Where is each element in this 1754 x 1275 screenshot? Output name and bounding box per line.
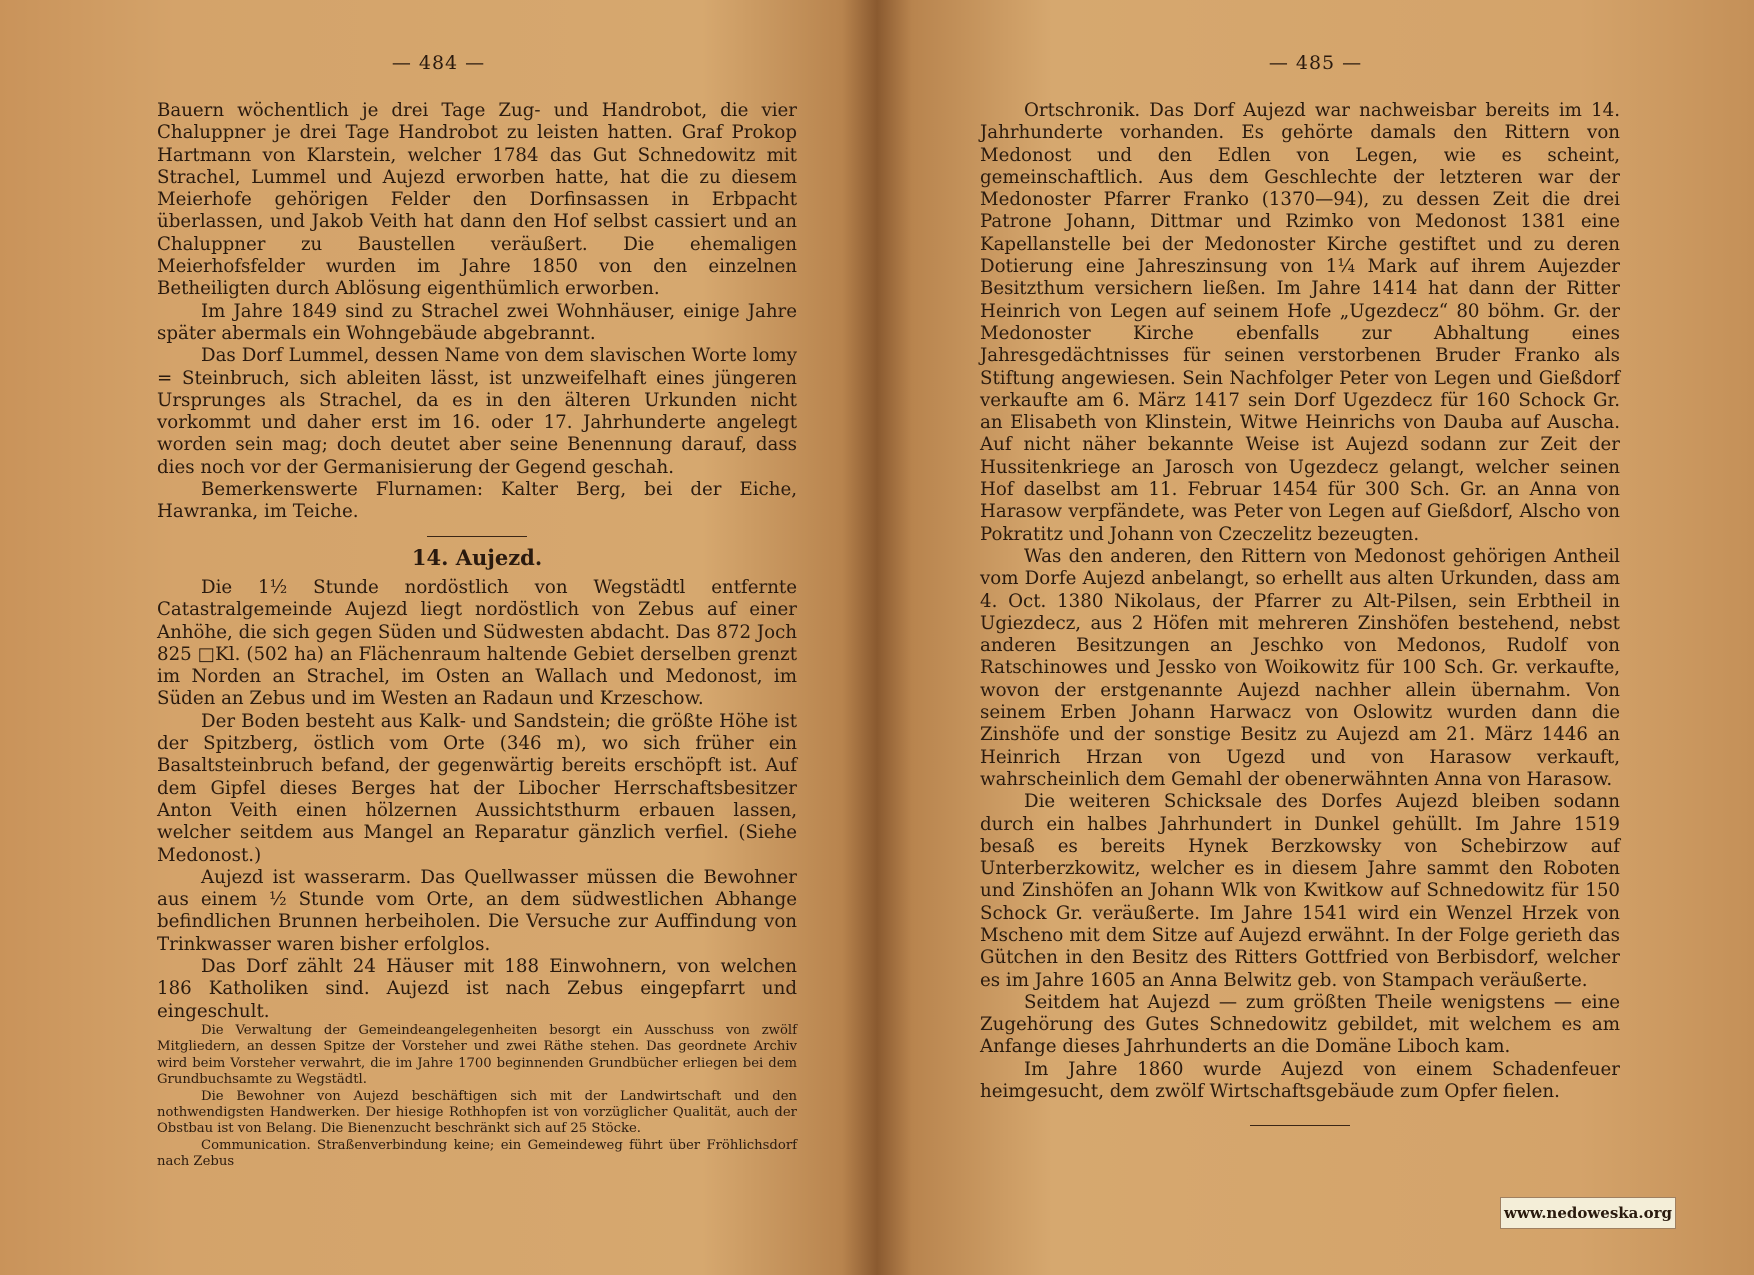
paragraph: Bemerkenswerte Flurnamen: Kalter Berg, bei der Eiche, Hawranka, im Teiche. [157,479,797,523]
paragraph: Im Jahre 1860 wurde Aujezd von einem Schadenfeuer heimgesucht, dem zwölf Wirtschaftsgebäude zum Opfer fielen. [980,1058,1620,1103]
section-divider [1250,1125,1350,1126]
paragraph: Seitdem hat Aujezd — zum größten Theile wenigstens — eine Zugehörung des Gutes Schnedowitz gebildet, mit welchem es am Anfange dieses Jahrhunderts an die Domäne Liboch kam. [980,991,1620,1058]
note-paragraph: Communication. Straßenverbindung keine; ein Gemeindeweg führt über Fröhlichsdorf nach Zebus [157,1137,797,1170]
right-page-text [980,100,1620,1136]
small-print-notes [157,1023,797,1171]
paragraph: Im Jahre 1849 sind zu Strachel zwei Wohnhäuser, einige Jahre später abermals ein Wohngebäude abgebrannt. [157,300,797,344]
page-number-right: — 485 — [1268,52,1363,74]
section-divider [427,536,527,537]
paragraph: Bauern wöchentlich je drei Tage Zug- und Handrobot, die vier Chaluppner je drei Tage Handrobot zu leisten hatten. Graf Prokop Hartmann von Klarstein, welcher 1784 das Gut Schnedowitz mit Strachel, Lummel und Aujezd erworben hatte, hat die zu diesem Meierhofe gehörigen Felder den Dorfinsassen in Erbpacht überlassen, und Jakob Veith hat dann den Hof selbst cassiert und an Chaluppner zu Baustellen veräußert. Die ehemaligen Meierhofsfelder wurden im Jahre 1850 von den einzelnen Betheiligten durch Ablösung eigenthümlich erworben. [157,100,797,300]
note-paragraph: Die Verwaltung der Gemeindeangelegenheiten besorgt ein Ausschuss von zwölf Mitgliedern, an dessen Spitze der Vorsteher und zwei Räthe stehen. Das geordnete Archiv wird beim Vorsteher verwahrt, die im Jahre 1700 beginnenden Grundbücher erliegen bei dem Grundbuchsamte zu Wegstädtl. [157,1022,797,1088]
paragraph: Der Boden besteht aus Kalk- und Sandstein; die größte Höhe ist der Spitzberg, östlich vom Orte (346 m), wo sich früher ein Basaltsteinbruch befand, der gegenwärtig bereits erschöpft ist. Auf dem Gipfel dieses Berges hat der Libocher Herrschaftsbesitzer Anton Veith einen hölzernen Aussichtsthurm erbauen lassen, welcher seitdem aus Mangel an Reparatur gänzlich verfiel. (Siehe Medonost.) [157,710,797,866]
note-paragraph: Die Bewohner von Aujezd beschäftigen sich mit der Landwirtschaft und den nothwendigsten Handwerken. Der hiesige Rothhopfen ist von vorzüglicher Qualität, auch der Obstbau ist von Belang. Die Bienenzucht beschränkt sich auf 25 Stöcke. [157,1088,797,1137]
right-page [877,0,1754,1275]
paragraph: Die 1½ Stunde nordöstlich von Wegstädtl entfernte Catastralgemeinde Aujezd liegt nordöstlich von Zebus auf einer Anhöhe, die sich gegen Süden und Südwesten abdacht. Das 872 Joch 825 □Kl. (502 ha) an Flächenraum haltende Gebiet derselben grenzt im Norden an Strachel, im Osten an Wallach und Medonost, im Süden an Zebus und im Westen an Radaun und Krzeschow. [157,576,797,710]
watermark-label: www.nedoweska.org [1500,1197,1676,1229]
paragraph: Das Dorf zählt 24 Häuser mit 188 Einwohnern, von welchen 186 Katholiken sind. Aujezd ist nach Zebus eingepfarrt und eingeschult. [157,955,797,1022]
section-heading: 14. Aujezd. [411,544,543,570]
page-number-left: — 484 — [391,52,486,74]
paragraph: Die weiteren Schicksale des Dorfes Aujezd bleiben sodann durch ein halbes Jahrhundert in Dunkel gehüllt. Im Jahre 1519 besaß es bereits Hynek Berzkowsky von Schebirzow auf Unterberzkowitz, welcher es in diesem Jahre sammt den Roboten und Zinshöfen an Johann Wlk von Kwitkow auf Schnedowitz für 150 Schock Gr. veräußerte. Im Jahre 1541 wird ein Wenzel Hrzek von Mscheno mit dem Sitze auf Aujezd erwähnt. In der Folge gerieth das Gütchen in den Besitz des Ritters Gottfried von Berbisdorf, welcher es im Jahre 1605 an Anna Belwitz geb. von Stampach veräußerte. [980,791,1620,991]
paragraph: Das Dorf Lummel, dessen Name von dem slavischen Worte lomy = Steinbruch, sich ableiten lässt, ist unzweifelhaft eines jüngeren Ursprunges als Strachel, da es in den älteren Urkunden nicht vorkommt und daher erst im 16. oder 17. Jahrhunderte angelegt worden sein mag; doch deutet aber seine Benennung darauf, dass dies noch vor der Germanisierung der Gegend geschah. [157,345,797,478]
paragraph: Aujezd ist wasserarm. Das Quellwasser müssen die Bewohner aus einem ½ Stunde vom Orte, an dem südwestlichen Abhange befindlichen Brunnen herbeiholen. Die Versuche zur Auffindung von Trinkwasser waren bisher erfolglos. [157,866,797,955]
left-page-text [157,100,797,1171]
paragraph: Was den anderen, den Rittern von Medonost gehörigen Antheil vom Dorfe Aujezd anbelangt, so erhellt aus alten Urkunden, dass am 4. Oct. 1380 Nikolaus, der Pfarrer zu Alt-Pilsen, sein Erbtheil in Ugiezdecz, aus 2 Höfen mit mehreren Zinshöfen bestehend, nebst anderen Besitzungen an Jeschko von Medonos, Rudolf von Ratschinowes und Jessko von Woikowitz für 100 Sch. Gr. verkaufte, wovon der erstgenannte Aujezd nachher allein übernahm. Von seinem Erben Johann Harwacz von Oslowitz wurden dann die Zinshöfe und der sonstige Besitz zu Aujezd am 21. März 1446 an Heinrich Hrzan von Ugezd und von Harasow verkauft, wahrscheinlich dem Gemahl der obenerwähnten Anna von Harasow. [980,545,1620,790]
paragraph: Ortschronik. Das Dorf Aujezd war nachweisbar bereits im 14. Jahrhunderte vorhanden. Es gehörte damals den Rittern von Medonost und den Edlen von Legen, wie es scheint, gemeinschaftlich. Aus dem Geschlechte der letzteren war der Medonoster Pfarrer Franko (1370—94), zu dessen Zeit die drei Patrone Johann, Dittmar und Rzimko von Medonost 1381 eine Kapellanstelle bei der Medonoster Kirche gestiftet und zu deren Dotierung eine Jahreszinsung von 1¼ Mark auf ihrem Aujezder Besitzthum versichern ließen. Im Jahre 1414 hat dann der Ritter Heinrich von Legen auf seinem Hofe „Ugezdecz“ 80 böhm. Gr. der Medonoster Kirche ebenfalls zur Abhaltung eines Jahresgedächtnisses für seinen verstorbenen Bruder Franko als Stiftung angewiesen. Sein Nachfolger Peter von Legen und Gießdorf verkaufte am 6. März 1417 sein Dorf Ugezdecz für 160 Schock Gr. an Elisabeth von Klinstein, Witwe Heinrichs von Dauba auf Auscha. Auf nicht näher bekannte Weise ist Aujezd sodann zur Zeit der Hussitenkriege an Jarosch von Ugezdecz gelangt, welcher seinen Hof daselbst am 11. Februar 1454 für 300 Sch. Gr. an Anna von Harasow verpfändete, was Peter von Legen auf Gießdorf, Alscho von Pokratitz und Johann von Czeczelitz bezeugten. [980,100,1620,545]
